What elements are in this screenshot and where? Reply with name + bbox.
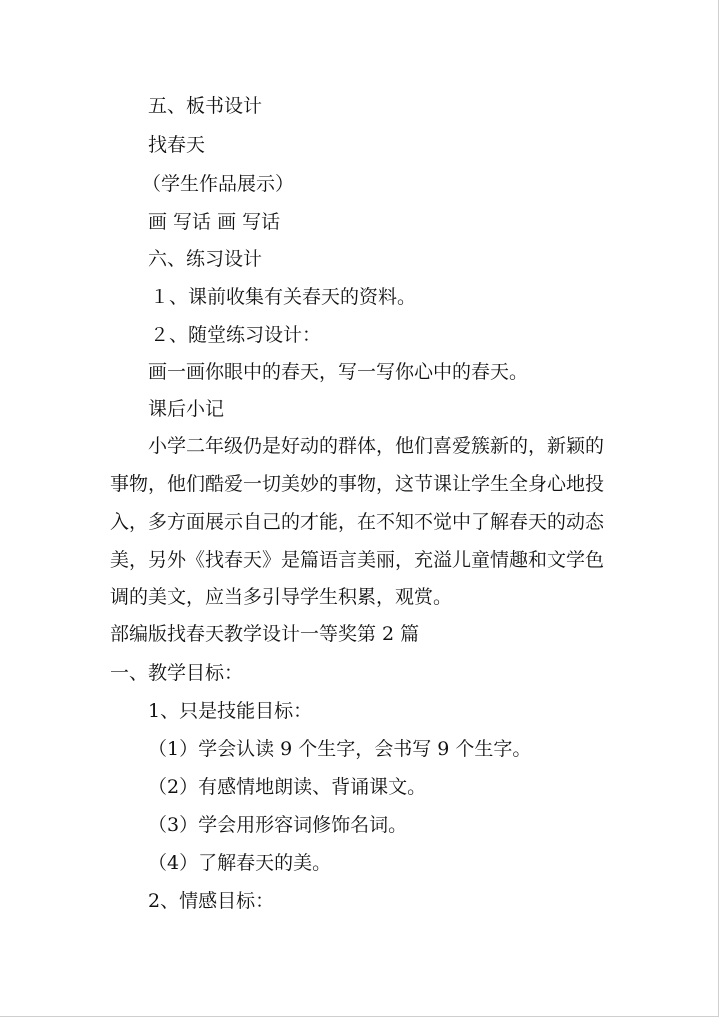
section-heading-teaching-goals: 一、教学目标：	[110, 662, 244, 684]
board-note: （学生作品展示）	[142, 173, 295, 195]
goal-heading-emotion: 2、情感目标：	[148, 890, 275, 912]
exercise-item-1: １、课前收集有关春天的资料。	[150, 286, 417, 308]
reflection-paragraph-line: 事物，他们酷爱一切美妙的事物，这节课让学生全身心地投	[110, 473, 605, 495]
section-heading-reflection: 课后小记	[148, 398, 225, 420]
article-title: 部编版找春天教学设计一等奖第 2 篇	[110, 623, 420, 645]
board-content: 画 写话 画 写话	[148, 211, 281, 233]
section-heading-board-design: 五、板书设计	[148, 95, 263, 117]
section-heading-exercise-design: 六、练习设计	[148, 248, 263, 270]
goal-item-4: （4）了解春天的美。	[148, 852, 332, 874]
reflection-paragraph-line: 小学二年级仍是好动的群体，他们喜爱簇新的，新颖的	[148, 435, 605, 457]
reflection-paragraph-line: 调的美文，应当多引导学生积累，观赏。	[110, 586, 453, 608]
goal-item-3: （3）学会用形容词修饰名词。	[148, 814, 408, 836]
reflection-paragraph-line: 入，多方面展示自己的才能，在不知不觉中了解春天的动态	[110, 511, 605, 533]
reflection-paragraph-line: 美，另外《找春天》是篇语言美丽，充溢儿童情趣和文学色	[110, 549, 605, 571]
exercise-task: 画一画你眼中的春天，写一写你心中的春天。	[148, 361, 529, 383]
exercise-item-2: ２、随堂练习设计：	[150, 324, 322, 346]
goal-item-1: （1）学会认读 9 个生字，会书写 9 个生字。	[148, 738, 532, 760]
board-title: 找春天	[148, 134, 206, 156]
goal-item-2: （2）有感情地朗读、背诵课文。	[148, 776, 427, 798]
goal-heading-skills: 1、只是技能目标：	[148, 700, 313, 722]
